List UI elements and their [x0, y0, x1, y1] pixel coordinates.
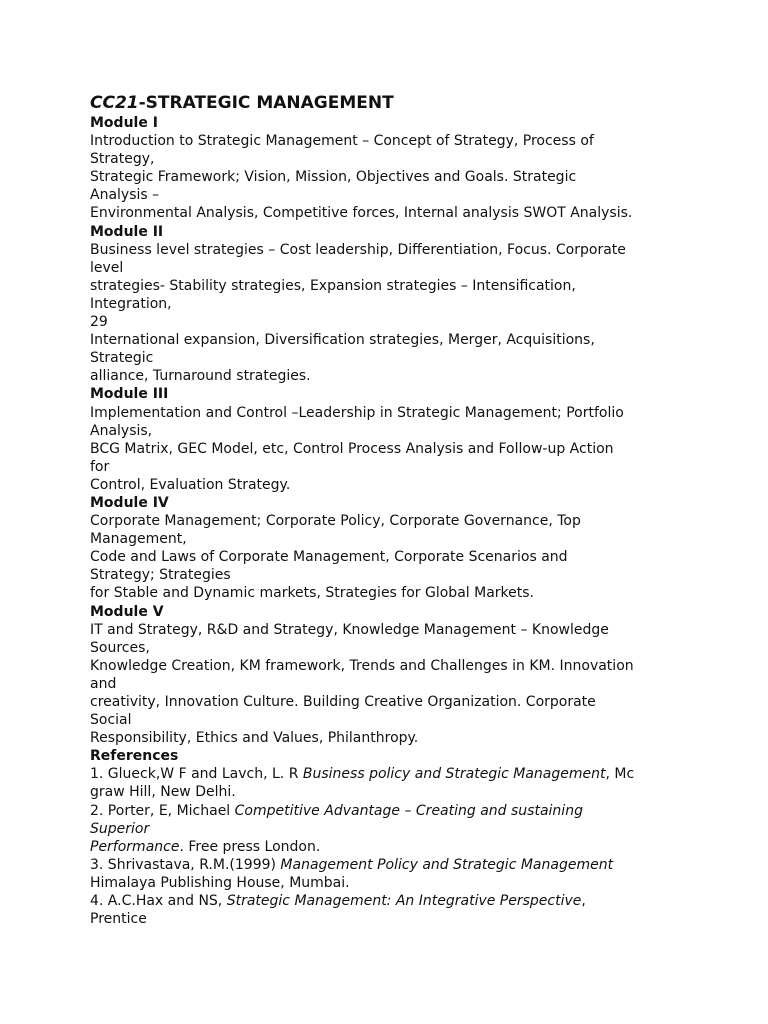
module-text-line: Strategy; Strategies — [90, 567, 231, 584]
module-text-line: Control, Evaluation Strategy. — [90, 476, 291, 493]
module-text-line: Knowledge Creation, KM framework, Trends and Challenges in KM. Innovation — [90, 657, 634, 674]
module-text-line: Strategic Framework; Vision, Mission, Objectives and Goals. Strategic — [90, 169, 577, 186]
reference-line: Performance. Free press London. — [90, 838, 321, 855]
module-text-line: BCG Matrix, GEC Model, etc, Control Process Analysis and Follow-up Action — [90, 440, 614, 457]
reference-line: Himalaya Publishing House, Mumbai. — [90, 874, 350, 891]
module-text-line: and — [90, 675, 117, 692]
module-heading: Module V — [90, 603, 164, 620]
reference-book-title: Performance — [90, 838, 180, 855]
module-text-line: Analysis – — [90, 187, 160, 204]
module-text-line: Analysis, — [90, 422, 153, 439]
course-code: CC21 — [90, 93, 139, 113]
module-text-line: Strategy, — [90, 151, 155, 168]
reference-line: Superior — [90, 820, 150, 837]
reference-line: 1. Glueck,W F and Lavch, L. R Business policy and Strategic Management, Mc — [90, 766, 635, 783]
reference-line: Prentice — [90, 911, 147, 928]
module-heading: Module III — [90, 386, 169, 403]
reference-line: 4. A.C.Hax and NS, Strategic Management: An Integrative Perspective, — [90, 893, 586, 910]
reference-line: 2. Porter, E, Michael Competitive Advantage – Creating and sustaining — [90, 802, 583, 819]
module-text-line: Management, — [90, 531, 187, 548]
module-text-line: Social — [90, 712, 132, 729]
module-text-line: strategies- Stability strategies, Expansion strategies – Intensification, — [90, 277, 576, 294]
reference-book-title: Management Policy and Strategic Management — [280, 856, 614, 873]
module-text-line: International expansion, Diversification strategies, Merger, Acquisitions, — [90, 332, 595, 349]
module-text-line: Responsibility, Ethics and Values, Philanthropy. — [90, 730, 419, 747]
module-text-line: Implementation and Control –Leadership in Strategic Management; Portfolio — [90, 404, 624, 421]
module-text-line: Business level strategies – Cost leadership, Differentiation, Focus. Corporate — [90, 241, 626, 258]
module-text-line: for — [90, 458, 110, 475]
module-heading: Module II — [90, 223, 164, 240]
module-section — [90, 114, 690, 223]
module-heading: Module I — [90, 115, 158, 131]
module-text-line: Code and Laws of Corporate Management, Corporate Scenarios and — [90, 549, 568, 566]
module-text-line: for Stable and Dynamic markets, Strategies for Global Markets. — [90, 585, 534, 602]
module-section — [90, 494, 690, 603]
module-text-line: Corporate Management; Corporate Policy, Corporate Governance, Top — [90, 513, 581, 530]
module-text-line: IT and Strategy, R&D and Strategy, Knowledge Management – Knowledge — [90, 621, 609, 638]
references-section — [90, 747, 690, 928]
reference-book-title: Strategic Management: An Integrative Perspective — [226, 893, 582, 910]
module-text-line: Strategic — [90, 350, 154, 367]
module-heading: Module IV — [90, 494, 169, 511]
module-text-line: Integration, — [90, 295, 172, 312]
reference-line: graw Hill, New Delhi. — [90, 784, 236, 801]
module-text-line: Sources, — [90, 639, 150, 656]
document-page — [90, 93, 690, 928]
reference-book-title: Business policy and Strategic Management — [302, 766, 606, 783]
module-text-line: Introduction to Strategic Management – Concept of Strategy, Process of — [90, 133, 594, 150]
course-title: -STRATEGIC MANAGEMENT — [138, 93, 394, 113]
module-text-line: level — [90, 259, 124, 276]
module-text-line: alliance, Turnaround strategies. — [90, 368, 311, 385]
module-section — [90, 223, 690, 386]
module-section — [90, 603, 690, 748]
reference-line: 3. Shrivastava, R.M.(1999) Management Policy and Strategic Management — [90, 856, 614, 873]
module-section — [90, 385, 690, 494]
page-title — [90, 93, 690, 113]
module-text-line: creativity, Innovation Culture. Building Creative Organization. Corporate — [90, 694, 596, 710]
page-number: 29 — [90, 314, 108, 331]
module-text-line: Environmental Analysis, Competitive forces, Internal analysis SWOT Analysis. — [90, 205, 633, 222]
references-heading: References — [90, 748, 179, 765]
reference-book-title: Competitive Advantage – Creating and sustaining — [234, 802, 583, 819]
